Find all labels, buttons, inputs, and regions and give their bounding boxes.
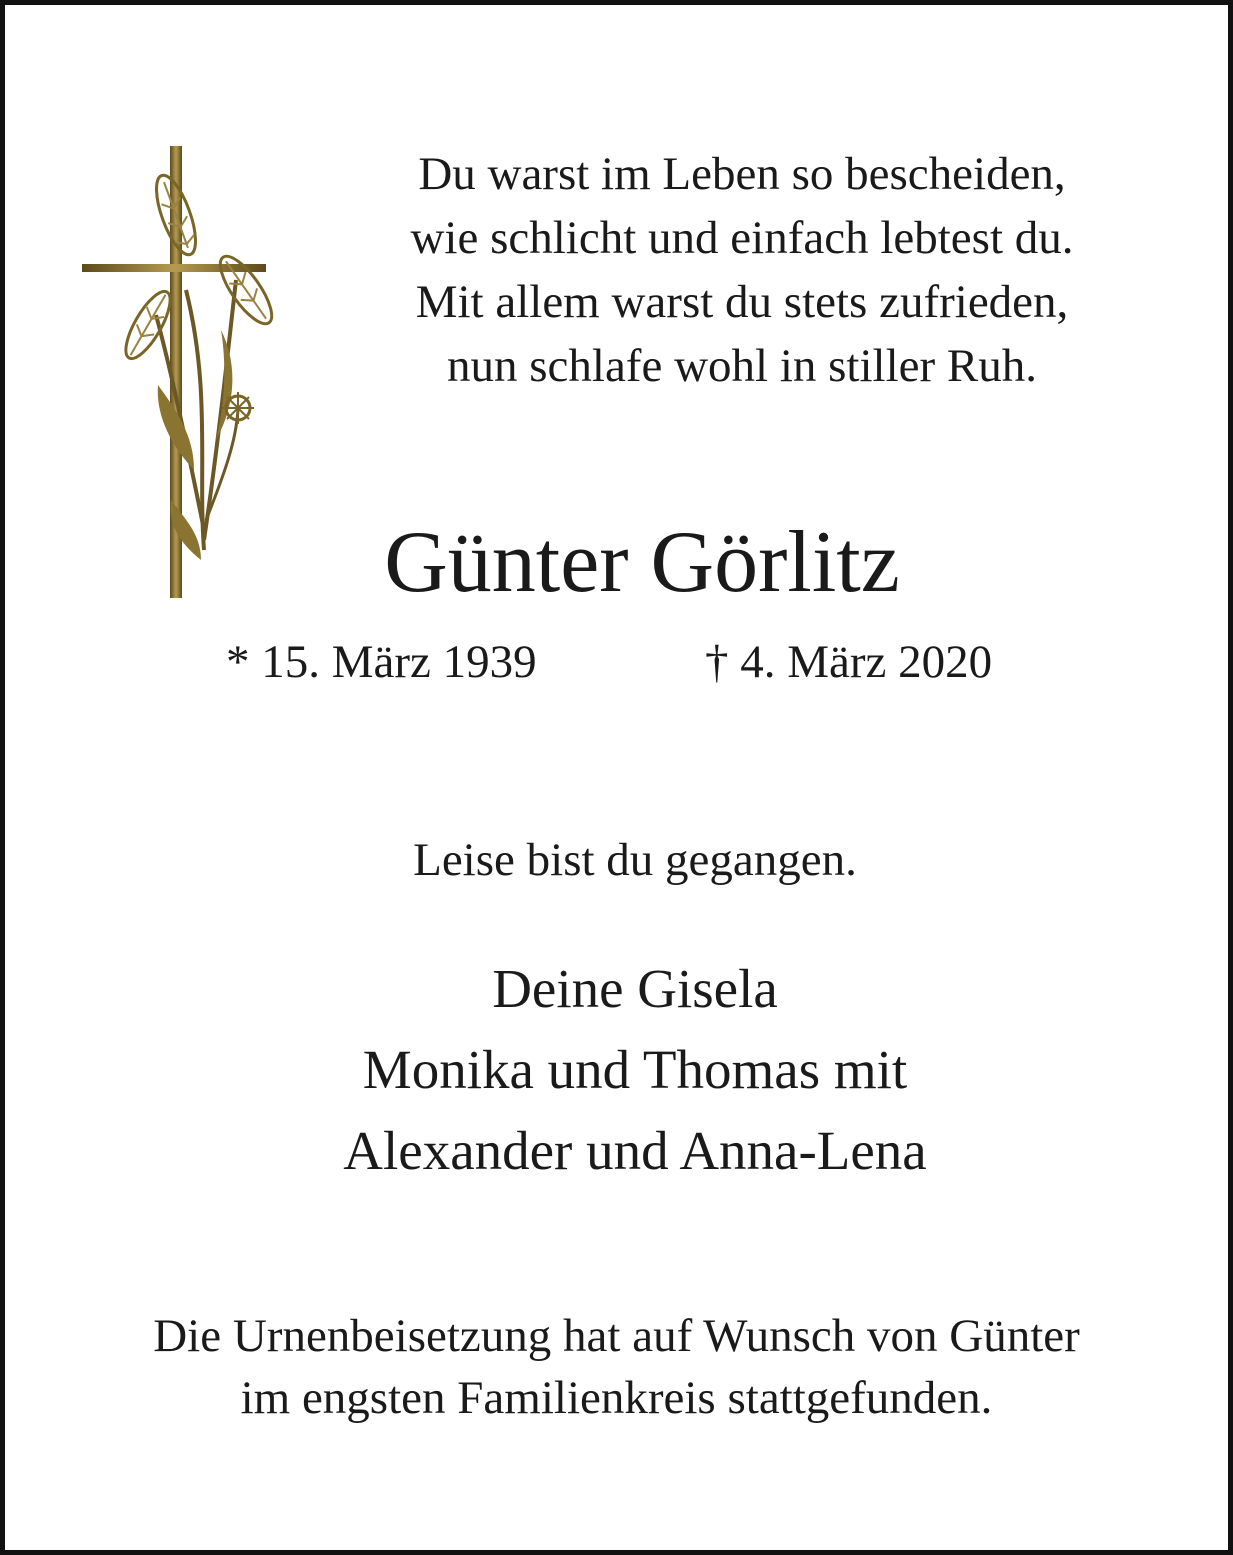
family-line: Deine Gisela xyxy=(492,958,778,1019)
burial-notice xyxy=(40,1305,1193,1429)
deceased-name: Günter Görlitz xyxy=(384,514,900,611)
poem xyxy=(330,142,1154,398)
notice-line: Die Urnenbeisetzung hat auf Wunsch von Günter xyxy=(153,1310,1080,1362)
poem-line: nun schlafe wohl in stiller Ruh. xyxy=(446,340,1038,392)
death-date: † 4. März 2020 xyxy=(705,636,993,688)
family-line: Monika und Thomas mit xyxy=(362,1039,908,1100)
poem-line: Mit allem warst du stets zufrieden, xyxy=(415,276,1069,328)
poem-line: Du warst im Leben so bescheiden, xyxy=(418,148,1066,200)
birth-date: * 15. März 1939 xyxy=(226,636,537,688)
poem-line: wie schlicht und einfach lebtest du. xyxy=(410,212,1074,264)
notice-line: im engsten Familienkreis stattgefunden. xyxy=(240,1372,993,1424)
family-line: Alexander und Anna-Lena xyxy=(343,1120,927,1181)
farewell-quote: Leise bist du gegangen. xyxy=(413,834,857,886)
family-signature xyxy=(230,948,1040,1191)
cross-with-wheat-icon xyxy=(76,140,276,605)
